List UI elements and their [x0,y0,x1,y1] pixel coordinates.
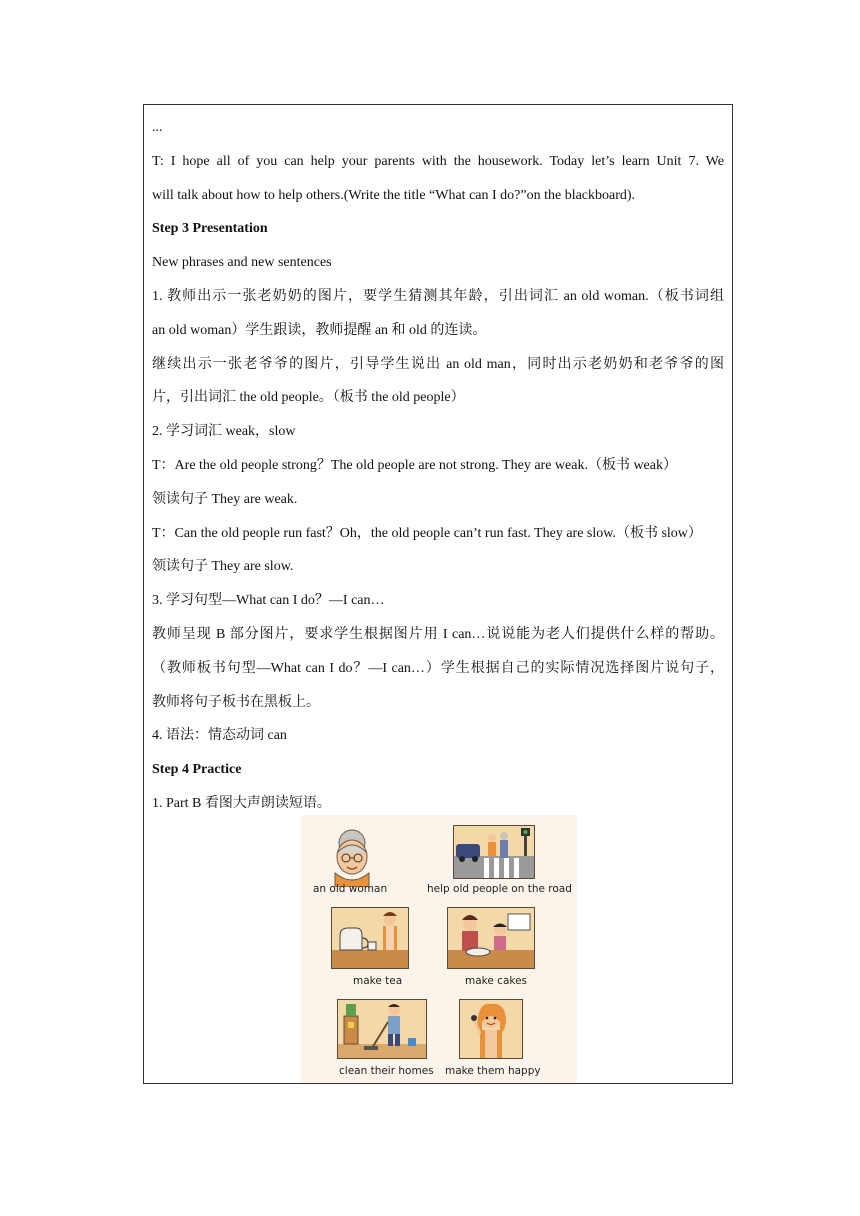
text-line-item2-weak: T：Are the old people strong？The old people are not strong. They are weak.（板书 weak） [152,457,677,473]
text-line-item1-c: 继续出示一张老爷爷的图片，引导学生说出 an old man，同时出示老奶奶和老爷爷的图 [152,356,724,372]
text-line-item1-a: 1. 教师出示一张老奶奶的图片，要学生猜测其年龄，引出词汇 an old woman.（板书词组 [152,288,724,304]
text-line-intro-1: T: I hope all of you can help your parents with the housework. Today let’s learn Unit 7. We [152,153,724,169]
panel-make-cakes [447,907,535,969]
old-woman-picture [323,825,381,887]
step4-heading: Step 4 Practice [152,762,242,778]
caption-clean-their-homes: clean their homes [339,1065,434,1077]
text-line-item1-b: an old woman）学生跟读，教师提醒 an 和 old 的连读。 [152,322,487,338]
panel-make-tea [331,907,409,969]
text-line-item3-c: 教师将句子板书在黑板上。 [152,694,320,710]
panel-help-old-people [453,825,535,879]
panel-clean-homes [337,999,427,1059]
text-line-new-phrases: New phrases and new sentences [152,255,332,271]
text-line-item2: 2. 学习词汇 weak，slow [152,424,296,440]
caption-make-cakes: make cakes [465,975,528,987]
caption-an-old-woman: an old woman [313,883,388,895]
caption-help-old-people: help old people on the road [427,883,572,895]
text-line-item2-slow: T：Can the old people run fast？Oh，the old people can’t run fast. They are slow.（板书 slow） [152,525,702,541]
text-line-intro-2: will talk about how to help others.(Write the title “What can I do?”on the blackboard). [152,187,636,203]
text-line-item3: 3. 学习句型—What can I do？—I can… [152,593,385,609]
text-line-item3-b: （教师板书句型—What can I do？—I can…）学生根据自己的实际情况选择图片说句子， [152,660,724,676]
panel-make-them-happy [459,999,523,1059]
text-line-ellipsis: ... [152,120,163,135]
text-line-item4: 4. 语法：情态动词 can [152,728,287,744]
lesson-plan-cell [143,104,733,1084]
step3-heading: Step 3 Presentation [152,221,268,237]
text-line-item1-d: 片，引出词汇 the old people。（板书 the old people） [152,390,465,406]
part-b-illustration [301,815,577,1083]
text-line-item3-a: 教师呈现 B 部分图片，要求学生根据图片用 I can…说说能为老人们提供什么样的帮助。 [152,626,724,642]
caption-make-them-happy: make them happy [445,1065,541,1077]
caption-make-tea: make tea [353,975,403,987]
text-line-item2-weak-read: 领读句子 They are weak. [152,491,298,507]
text-line-partb: 1. Part B 看图大声朗读短语。 [152,795,331,811]
text-line-item2-slow-read: 领读句子 They are slow. [152,559,294,575]
